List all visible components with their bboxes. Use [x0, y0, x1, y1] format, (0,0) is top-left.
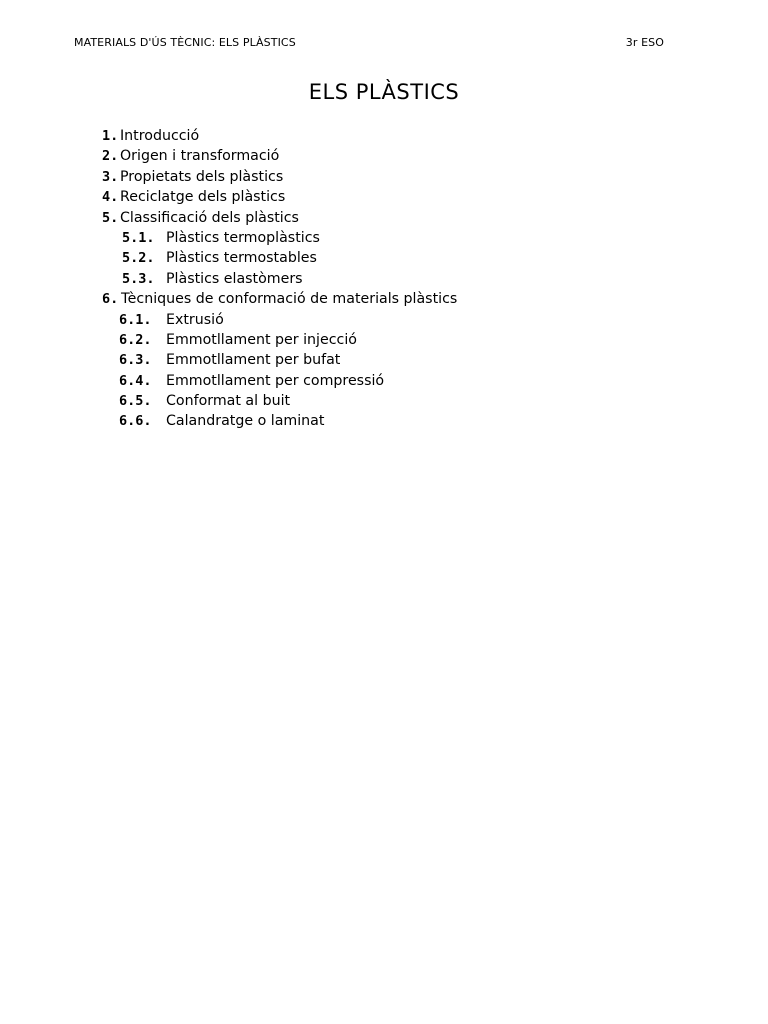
toc-label: Emmotllament per bufat: [166, 352, 341, 369]
header-document-title: MATERIALS D'ÚS TÈCNIC: ELS PLÀSTICS: [74, 36, 296, 49]
toc-item-1: [0, 126, 768, 146]
toc-item-5-3: [0, 269, 768, 289]
page-title: ELS PLÀSTICS: [308, 80, 460, 104]
toc-number: 6.2.: [119, 331, 152, 348]
toc-item-4: [0, 187, 768, 207]
toc-item-5-2: [0, 248, 768, 268]
toc-label: Extrusió: [166, 311, 224, 328]
header-course-level: 3r ESO: [625, 36, 664, 49]
toc-number: 6.1.: [119, 311, 152, 328]
toc-number: 5.: [102, 209, 119, 226]
toc-item-5-1: [0, 228, 768, 248]
toc-label: Propietats dels plàstics: [120, 168, 284, 185]
toc-number: 5.2.: [122, 250, 155, 267]
toc-item-2: [0, 146, 768, 166]
toc-number: 2.: [102, 148, 119, 165]
toc-label: Plàstics elastòmers: [166, 270, 303, 287]
toc-item-6-4: [0, 371, 768, 391]
toc-number: 1.: [102, 128, 119, 144]
toc-label: Plàstics termostables: [166, 250, 317, 267]
toc-label: Emmotllament per injecció: [166, 331, 357, 348]
toc-number: 6.3.: [119, 352, 152, 369]
toc-item-6-5: [0, 391, 768, 411]
toc-label: Reciclatge dels plàstics: [120, 189, 286, 206]
toc-item-6-1: [0, 310, 768, 330]
toc-label: Conformat al buit: [166, 393, 291, 410]
toc-number: 5.1.: [122, 229, 155, 246]
toc-item-6: [0, 289, 768, 309]
toc-number: 5.3.: [122, 270, 155, 287]
toc-item-6-2: [0, 330, 768, 350]
page-header: [74, 35, 664, 51]
toc-label: Tècniques de conformació de materials plàstics: [121, 291, 458, 308]
toc-label: Calandratge o laminat: [166, 413, 325, 430]
toc-number: 3.: [102, 168, 119, 185]
toc-label: Introducció: [120, 128, 200, 144]
toc-number: 6.4.: [119, 372, 152, 389]
toc-item-5: [0, 208, 768, 228]
toc-label: Emmotllament per compressió: [166, 372, 385, 389]
toc-label: Origen i transformació: [120, 148, 280, 165]
toc-label: Classificació dels plàstics: [120, 209, 299, 226]
table-of-contents: [0, 126, 768, 432]
toc-number: 6.: [102, 291, 119, 308]
toc-label: Plàstics termoplàstics: [166, 229, 320, 246]
toc-number: 6.6.: [119, 413, 152, 430]
toc-item-6-6: [0, 411, 768, 431]
toc-item-6-3: [0, 350, 768, 370]
toc-number: 4.: [102, 189, 119, 206]
toc-number: 6.5.: [119, 393, 152, 410]
toc-item-3: [0, 167, 768, 187]
